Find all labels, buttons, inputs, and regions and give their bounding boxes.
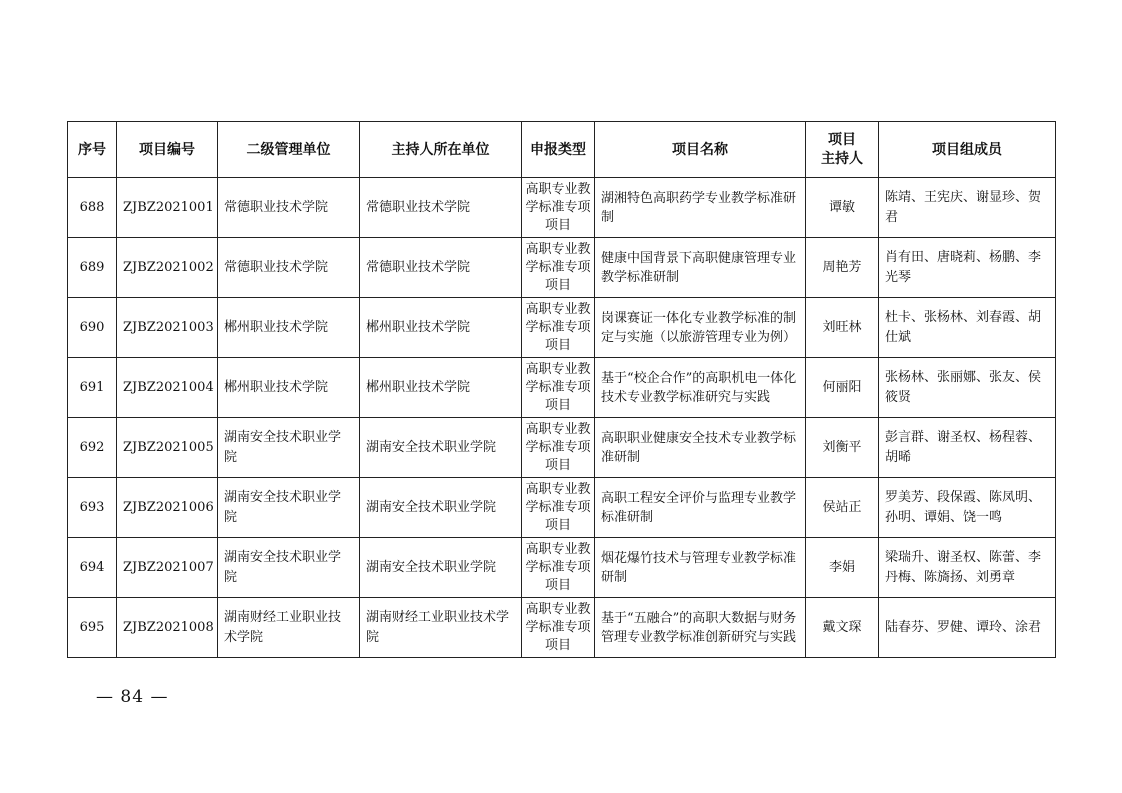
- table-row: [68, 358, 1056, 418]
- cell-project-name: 健康中国背景下高职健康管理专业教学标准研制: [595, 238, 806, 298]
- cell-leader: 侯站正: [806, 478, 879, 538]
- cell-leader: 谭敏: [806, 178, 879, 238]
- header-code: 项目编号: [117, 122, 218, 178]
- cell-code: ZJBZ2021003: [117, 298, 218, 358]
- cell-leader: 刘衡平: [806, 418, 879, 478]
- cell-code: ZJBZ2021007: [117, 538, 218, 598]
- cell-project-name: 烟花爆竹技术与管理专业教学标准研制: [595, 538, 806, 598]
- cell-code: ZJBZ2021002: [117, 238, 218, 298]
- cell-host-unit: 郴州职业技术学院: [360, 358, 522, 418]
- cell-project-name: 高职职业健康安全技术专业教学标准研制: [595, 418, 806, 478]
- cell-members: 肖有田、唐晓莉、杨鹏、李光琴: [879, 238, 1056, 298]
- cell-project-name: 岗课赛证一体化专业教学标准的制定与实施（以旅游管理专业为例）: [595, 298, 806, 358]
- cell-unit: 湖南安全技术职业学院: [218, 418, 360, 478]
- header-seq: 序号: [68, 122, 117, 178]
- table-row: [68, 418, 1056, 478]
- cell-code: ZJBZ2021006: [117, 478, 218, 538]
- cell-leader: 李娟: [806, 538, 879, 598]
- header-unit: 二级管理单位: [218, 122, 360, 178]
- cell-seq: 691: [68, 358, 117, 418]
- cell-host-unit: 郴州职业技术学院: [360, 298, 522, 358]
- cell-seq: 695: [68, 598, 117, 658]
- cell-seq: 688: [68, 178, 117, 238]
- cell-host-unit: 湖南安全技术职业学院: [360, 478, 522, 538]
- cell-type: 高职专业教学标准专项项目: [522, 478, 595, 538]
- cell-type: 高职专业教学标准专项项目: [522, 598, 595, 658]
- cell-host-unit: 湖南安全技术职业学院: [360, 418, 522, 478]
- cell-code: ZJBZ2021008: [117, 598, 218, 658]
- header-name: 项目名称: [595, 122, 806, 178]
- cell-host-unit: 湖南财经工业职业技术学院: [360, 598, 522, 658]
- cell-members: 陆春芬、罗健、谭玲、涂君: [879, 598, 1056, 658]
- cell-seq: 692: [68, 418, 117, 478]
- cell-type: 高职专业教学标准专项项目: [522, 178, 595, 238]
- cell-members: 杜卡、张杨林、刘春霞、胡仕斌: [879, 298, 1056, 358]
- header-leader-line1: 项目: [828, 131, 856, 148]
- cell-project-name: 基于“五融合”的高职大数据与财务管理专业教学标准创新研究与实践: [595, 598, 806, 658]
- cell-leader: 周艳芳: [806, 238, 879, 298]
- table-body: [68, 178, 1056, 658]
- cell-unit: 郴州职业技术学院: [218, 298, 360, 358]
- cell-seq: 693: [68, 478, 117, 538]
- cell-code: ZJBZ2021001: [117, 178, 218, 238]
- cell-unit: 湖南安全技术职业学院: [218, 538, 360, 598]
- cell-project-name: 基于“校企合作”的高职机电一体化技术专业教学标准研究与实践: [595, 358, 806, 418]
- cell-leader: 刘旺林: [806, 298, 879, 358]
- cell-members: 梁瑞升、谢圣权、陈蕾、李丹梅、陈旖扬、刘勇章: [879, 538, 1056, 598]
- cell-unit: 常德职业技术学院: [218, 238, 360, 298]
- table-row: [68, 238, 1056, 298]
- table-row: [68, 178, 1056, 238]
- header-type: 申报类型: [522, 122, 595, 178]
- cell-seq: 694: [68, 538, 117, 598]
- project-table: [67, 121, 1056, 658]
- cell-host-unit: 常德职业技术学院: [360, 178, 522, 238]
- cell-leader: 戴文琛: [806, 598, 879, 658]
- header-leader: [806, 122, 879, 178]
- table-row: [68, 598, 1056, 658]
- cell-members: 张杨林、张丽娜、张友、侯筱贤: [879, 358, 1056, 418]
- cell-code: ZJBZ2021005: [117, 418, 218, 478]
- cell-type: 高职专业教学标准专项项目: [522, 538, 595, 598]
- table-header-row: [68, 122, 1056, 178]
- cell-unit: 湖南财经工业职业技术学院: [218, 598, 360, 658]
- cell-unit: 湖南安全技术职业学院: [218, 478, 360, 538]
- cell-type: 高职专业教学标准专项项目: [522, 298, 595, 358]
- cell-members: 罗美芳、段保霞、陈凤明、孙明、谭娟、饶一鸣: [879, 478, 1056, 538]
- cell-leader: 何丽阳: [806, 358, 879, 418]
- header-members: 项目组成员: [879, 122, 1056, 178]
- cell-members: 彭言群、谢圣权、杨程蓉、胡晞: [879, 418, 1056, 478]
- table-row: [68, 478, 1056, 538]
- cell-project-name: 湖湘特色高职药学专业教学标准研制: [595, 178, 806, 238]
- header-leader-line2: 主持人: [821, 150, 863, 167]
- cell-seq: 689: [68, 238, 117, 298]
- page-number: — 84 —: [96, 687, 169, 707]
- cell-members: 陈靖、王宪庆、谢显珍、贺君: [879, 178, 1056, 238]
- table-row: [68, 298, 1056, 358]
- cell-seq: 690: [68, 298, 117, 358]
- cell-project-name: 高职工程安全评价与监理专业教学标准研制: [595, 478, 806, 538]
- cell-unit: 常德职业技术学院: [218, 178, 360, 238]
- cell-host-unit: 湖南安全技术职业学院: [360, 538, 522, 598]
- cell-host-unit: 常德职业技术学院: [360, 238, 522, 298]
- cell-type: 高职专业教学标准专项项目: [522, 238, 595, 298]
- cell-type: 高职专业教学标准专项项目: [522, 358, 595, 418]
- cell-unit: 郴州职业技术学院: [218, 358, 360, 418]
- cell-type: 高职专业教学标准专项项目: [522, 418, 595, 478]
- table-row: [68, 538, 1056, 598]
- header-host-unit: 主持人所在单位: [360, 122, 522, 178]
- cell-code: ZJBZ2021004: [117, 358, 218, 418]
